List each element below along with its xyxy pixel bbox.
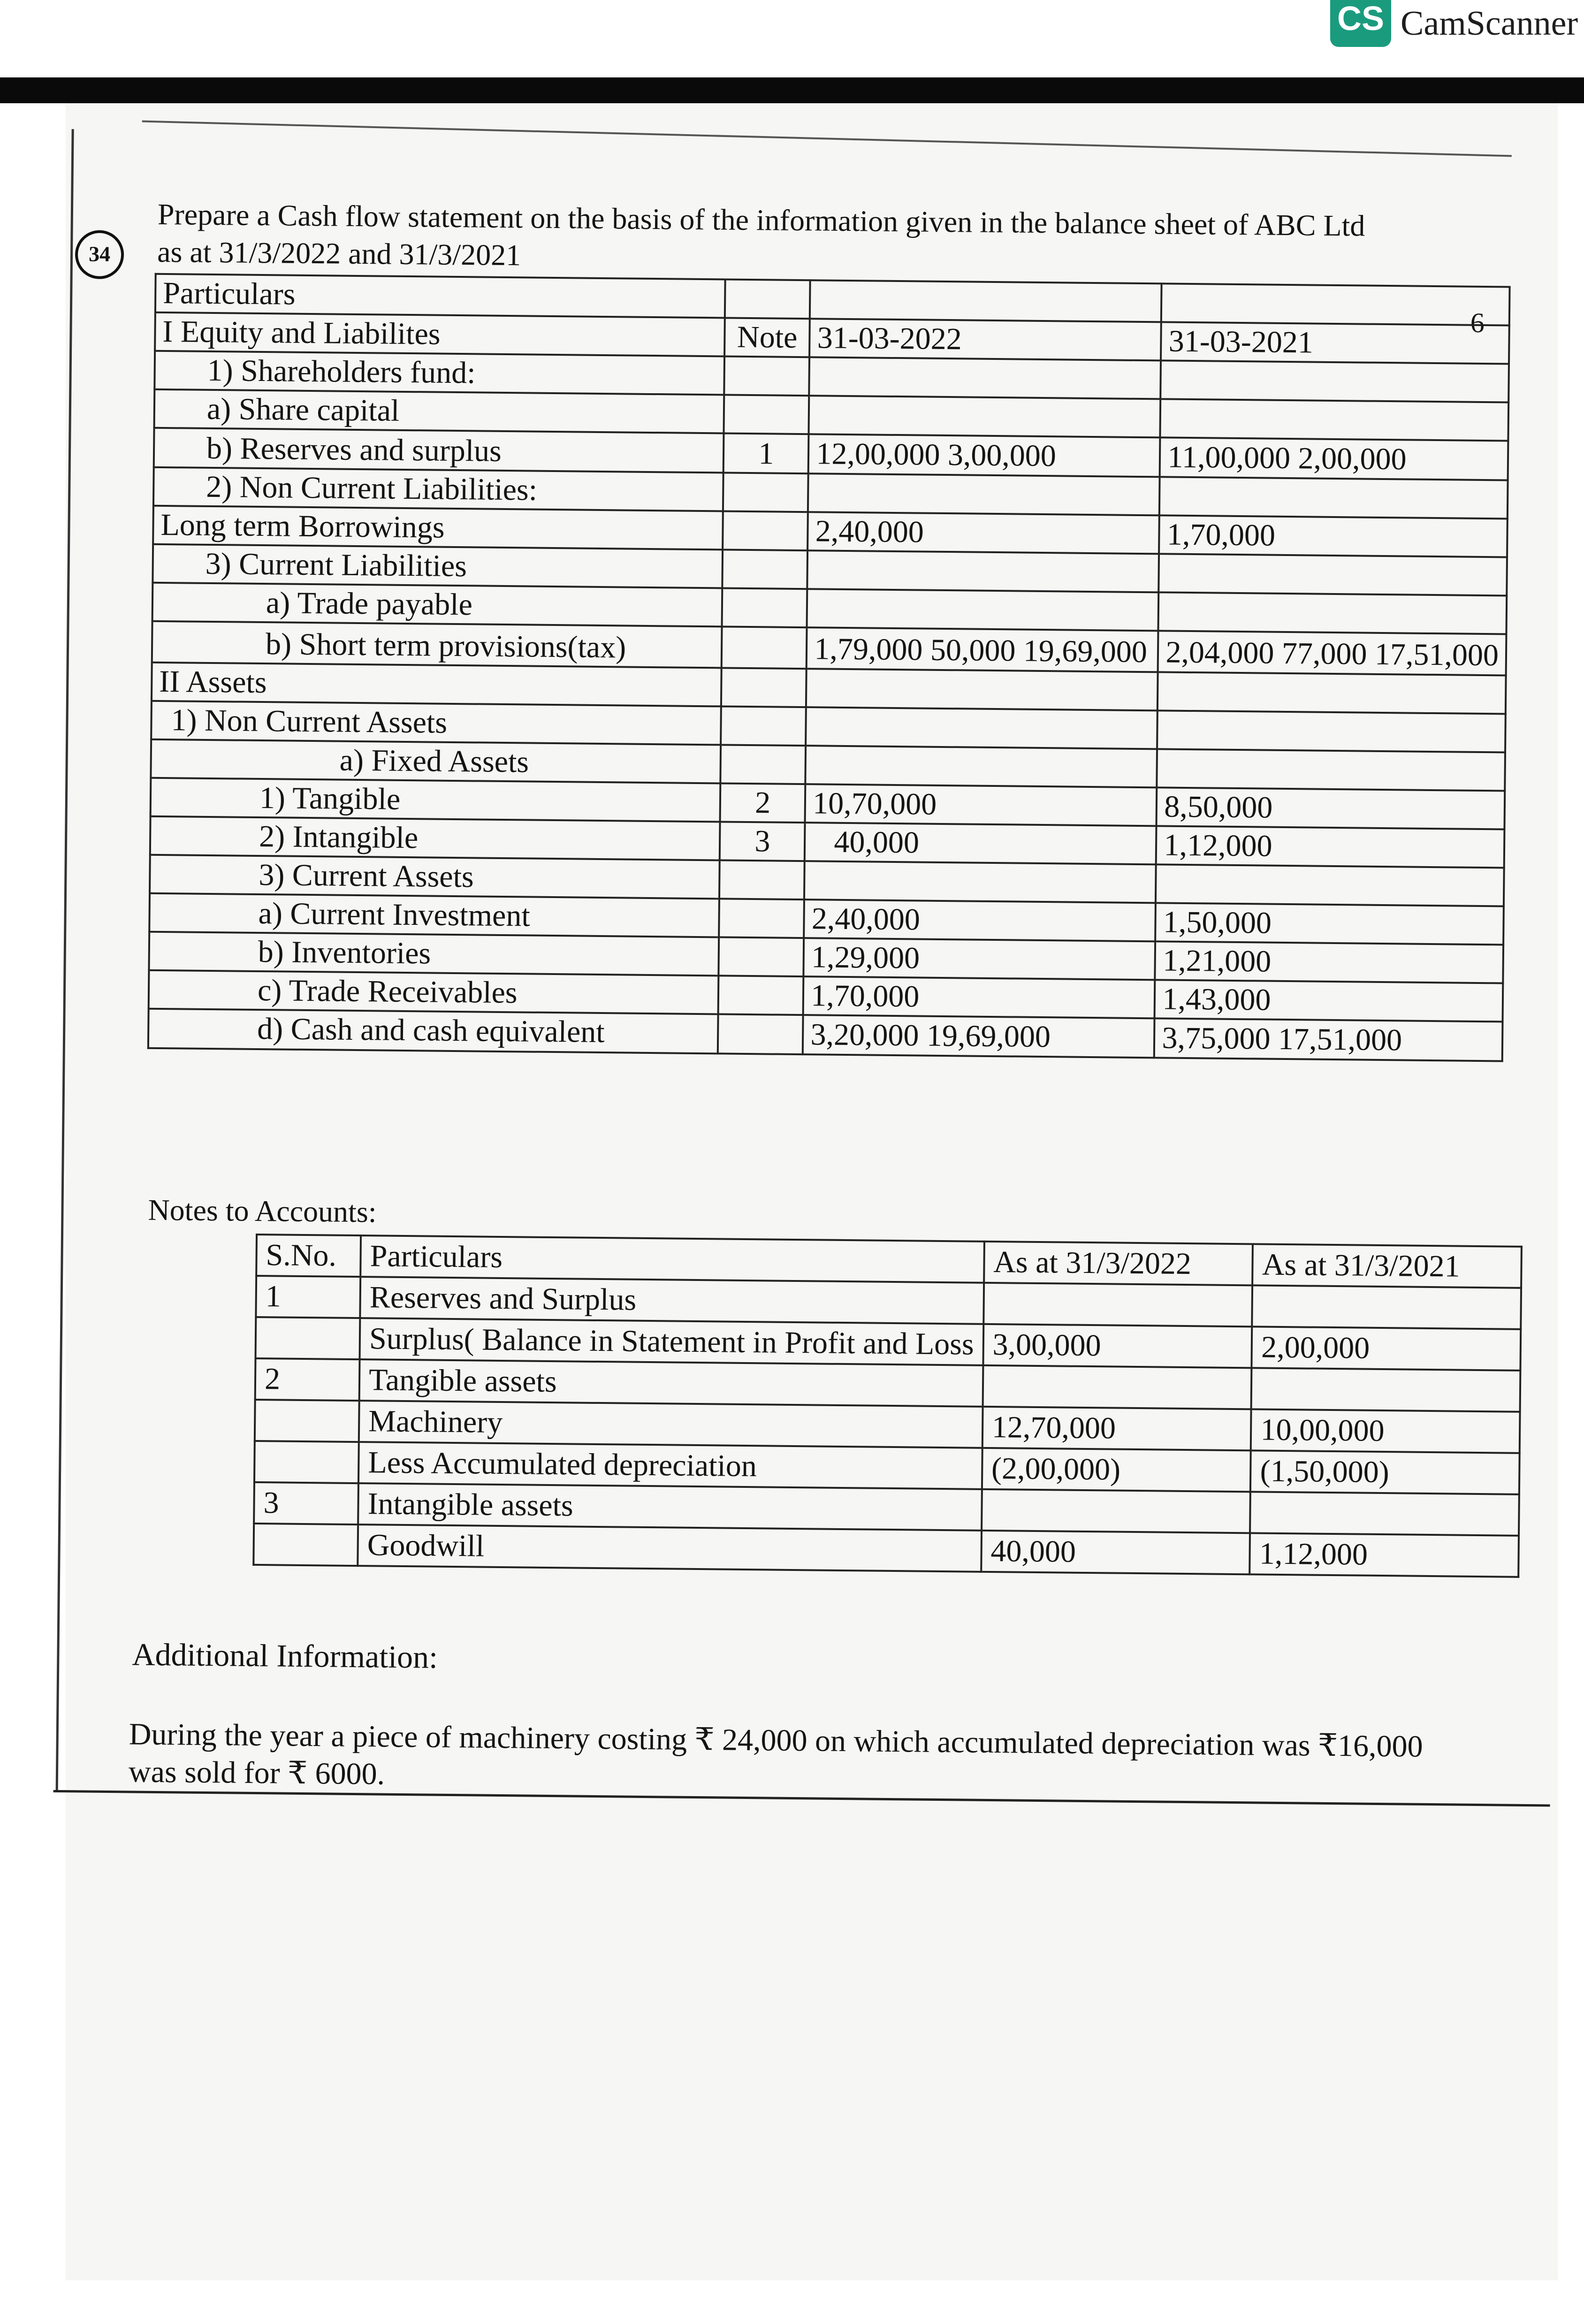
notes-sno: 3: [254, 1482, 358, 1524]
row-label: 3) Current Liabilities: [152, 544, 723, 588]
header-note: [725, 279, 810, 319]
row-label: a) Share capital: [154, 389, 724, 434]
row-previous: [1159, 554, 1507, 595]
question-line-1: Prepare a Cash flow statement on the basis of the information given in the balance sheet of ABC Ltd: [157, 197, 1365, 243]
header-particulars: Particulars: [155, 274, 725, 318]
notes-current: [982, 1365, 1251, 1409]
row-label: c) Trade Receivables: [149, 970, 719, 1014]
row-label: 1) Shareholders fund:: [154, 351, 724, 395]
notes-title: Notes to Accounts:: [148, 1193, 377, 1229]
row-note: 2: [720, 783, 806, 823]
row-current: [809, 396, 1161, 437]
row-current: [806, 669, 1158, 710]
notes-label: Tangible assets: [359, 1359, 983, 1407]
row-current: 1,79,000 50,000 19,69,000: [807, 627, 1158, 672]
notes-sno: 1: [256, 1276, 360, 1318]
row-current: 31-03-2022: [809, 319, 1161, 360]
row-current: 1,70,000: [803, 976, 1155, 1018]
header-current-blank: [810, 280, 1162, 322]
row-note: [721, 706, 806, 746]
notes-previous: 10,00,000: [1251, 1409, 1520, 1453]
row-label: b) Inventories: [149, 932, 719, 976]
row-label: b) Reserves and surplus: [154, 428, 724, 473]
notes-label: Surplus( Balance in Statement in Profit and Loss: [360, 1318, 983, 1365]
row-current: 2,40,000: [807, 512, 1159, 554]
row-previous: [1156, 864, 1504, 906]
row-previous: [1158, 592, 1507, 634]
notes-current: 3,00,000: [983, 1324, 1252, 1368]
row-label: b) Short term provisions(tax): [152, 621, 722, 668]
row-previous: 1,70,000: [1159, 515, 1508, 557]
row-note: [721, 668, 807, 707]
row-current: [808, 473, 1160, 515]
row-label: d) Cash and cash equivalent: [148, 1009, 718, 1054]
row-note: [723, 549, 808, 589]
question-marks: 6: [1470, 307, 1485, 339]
row-previous: 8,50,000: [1157, 787, 1505, 829]
row-current: [804, 861, 1156, 903]
row-label: 1) Tangible: [151, 778, 721, 822]
row-current: 2,40,000: [804, 899, 1156, 941]
row-current: [809, 357, 1161, 399]
notes-current: [983, 1283, 1252, 1326]
notes-sno: [254, 1441, 359, 1483]
row-note: [718, 975, 804, 1015]
notes-header-current: As at 31/3/2022: [984, 1242, 1253, 1285]
row-note: [723, 472, 808, 512]
row-note: 3: [720, 822, 805, 861]
question-text: [157, 196, 1453, 283]
row-label: 2) Non Current Liabilities:: [153, 467, 723, 511]
left-margin-line: [56, 129, 74, 1792]
row-previous: [1160, 399, 1508, 441]
notes-sno: 2: [255, 1358, 360, 1401]
row-previous: 2,04,000 77,000 17,51,000: [1158, 631, 1506, 675]
notes-previous: 1,12,000: [1250, 1533, 1519, 1577]
notes-label: Reserves and Surplus: [360, 1277, 983, 1324]
row-note: [721, 745, 806, 784]
notes-header-previous: As at 31/3/2021: [1252, 1244, 1521, 1288]
notes-header-sno: S.No.: [256, 1234, 361, 1277]
notes-label: Intangible assets: [358, 1483, 982, 1531]
row-label: II Assets: [152, 663, 722, 707]
row-label: a) Current Investment: [149, 893, 719, 937]
row-previous: [1158, 672, 1506, 714]
notes-current: 40,000: [981, 1531, 1250, 1574]
row-current: 10,70,000: [805, 784, 1157, 826]
row-current: 40,000: [805, 823, 1157, 864]
row-note: [722, 588, 807, 627]
notes-current: [982, 1489, 1250, 1533]
balance-sheet-table: [147, 273, 1511, 1062]
row-label: 3) Current Assets: [150, 855, 720, 899]
row-label: a) Fixed Assets: [151, 739, 721, 784]
row-note: [718, 1014, 803, 1054]
row-current: [807, 589, 1159, 631]
row-note: [719, 860, 805, 899]
row-previous: 1,12,000: [1156, 826, 1504, 868]
notes-previous: [1250, 1492, 1519, 1535]
row-note: [723, 511, 808, 550]
notes-current: (2,00,000): [982, 1448, 1251, 1492]
row-previous: 1,21,000: [1155, 941, 1503, 983]
row-label: Long term Borrowings: [153, 506, 723, 550]
additional-info-text: During the year a piece of machinery costing ₹ 24,000 on which accumulated depreciation was ₹16,000 was sold for ₹ 6000.: [128, 1717, 1423, 1791]
row-note: [724, 356, 810, 396]
row-note: 1: [723, 433, 809, 473]
row-current: 12,00,000 3,00,000: [808, 434, 1160, 477]
row-label: 1) Non Current Assets: [151, 701, 721, 745]
notes-previous: (1,50,000): [1250, 1450, 1519, 1494]
row-label: a) Trade payable: [152, 583, 723, 627]
additional-info-title: Additional Information:: [132, 1636, 438, 1675]
row-previous: [1161, 360, 1509, 402]
row-current: 3,20,000 19,69,000: [803, 1015, 1155, 1058]
notes-current: 12,70,000: [982, 1407, 1251, 1450]
row-previous: 1,50,000: [1156, 903, 1504, 945]
row-previous: [1157, 749, 1505, 791]
row-previous: [1159, 477, 1508, 518]
row-current: [807, 550, 1159, 592]
notes-label: Machinery: [359, 1401, 982, 1448]
header-previous-blank: [1161, 283, 1509, 325]
notes-previous: [1251, 1368, 1520, 1411]
row-note: [724, 395, 809, 434]
row-current: [806, 746, 1158, 787]
notes-previous: 2,00,000: [1252, 1326, 1521, 1370]
row-previous: 3,75,000 17,51,000: [1154, 1018, 1502, 1061]
row-previous: 11,00,000 2,00,000: [1160, 437, 1508, 480]
row-note: Note: [724, 318, 810, 357]
notes-header-particulars: Particulars: [360, 1235, 984, 1283]
notes-sno: [253, 1524, 358, 1566]
row-previous: 31-03-2021: [1161, 322, 1509, 364]
row-label: 2) Intangible: [150, 816, 720, 861]
row-note: [719, 899, 805, 938]
row-note: [722, 626, 807, 669]
question-number: 34: [75, 230, 124, 279]
question-line-2: as at 31/3/2022 and 31/3/2021: [157, 235, 521, 272]
top-divider: [142, 121, 1512, 157]
camscanner-logo: CS: [1330, 0, 1391, 47]
notes-label: Goodwill: [358, 1524, 981, 1572]
row-current: [806, 707, 1158, 749]
notes-previous: [1252, 1285, 1521, 1329]
notes-sno: [255, 1400, 359, 1442]
notes-label: Less Accumulated depreciation: [358, 1442, 982, 1489]
row-label: I Equity and Liabilites: [155, 312, 725, 357]
row-note: [719, 937, 804, 976]
notes-table: [252, 1234, 1523, 1578]
notes-sno: [256, 1317, 360, 1359]
row-current: 1,29,000: [804, 938, 1156, 980]
row-previous: [1158, 710, 1506, 752]
row-previous: 1,43,000: [1155, 980, 1503, 1021]
camscanner-name: CamScanner: [1401, 4, 1578, 43]
